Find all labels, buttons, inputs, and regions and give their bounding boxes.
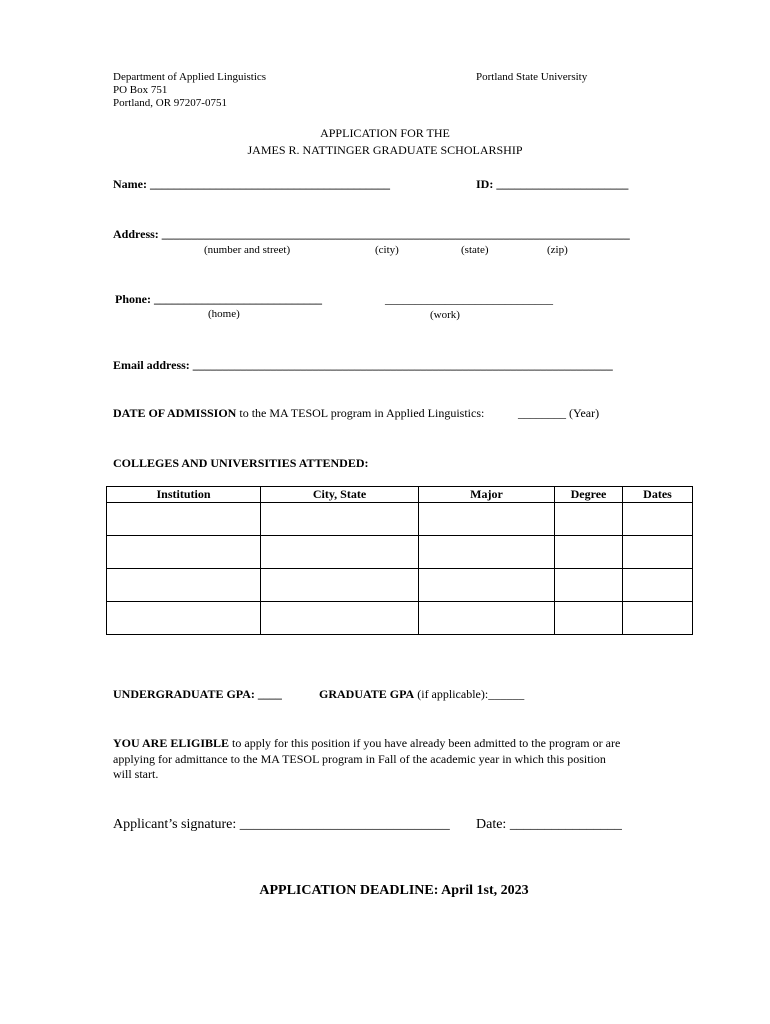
address-field[interactable]: Address: ______________________________________________________________________________ xyxy=(113,227,630,241)
table-cell-institution[interactable] xyxy=(107,602,261,635)
colleges-table xyxy=(106,486,693,635)
address-number-street-label: (number and street) xyxy=(204,244,291,256)
address-state-label: (state) xyxy=(461,244,489,256)
table-cell-major[interactable] xyxy=(419,503,555,536)
table-cell-city-state[interactable] xyxy=(261,503,419,536)
eligibility-label: YOU ARE ELIGIBLE xyxy=(113,736,230,750)
grad-gpa-suffix: (if applicable):______ xyxy=(414,687,525,701)
table-row xyxy=(107,569,693,602)
eligibility-text-1: to apply for this position if you have already been admitted to the program or are xyxy=(229,736,621,750)
grad-gpa-label: GRADUATE GPA xyxy=(319,687,415,701)
table-header-row xyxy=(107,487,693,503)
column-header-institution: Institution xyxy=(107,487,261,503)
phone-home-field[interactable]: Phone: ____________________________ xyxy=(115,292,322,306)
table-cell-major[interactable] xyxy=(419,602,555,635)
email-field[interactable]: Email address: ______________________________________________________________________ xyxy=(113,358,613,372)
table-cell-degree[interactable] xyxy=(555,536,623,569)
column-header-dates: Dates xyxy=(623,487,693,503)
phone-home-label: (home) xyxy=(208,308,240,320)
table-row xyxy=(107,536,693,569)
table-cell-major[interactable] xyxy=(419,536,555,569)
table-cell-dates[interactable] xyxy=(623,602,693,635)
table-cell-dates[interactable] xyxy=(623,503,693,536)
admission-line xyxy=(113,406,484,420)
table-cell-city-state[interactable] xyxy=(261,569,419,602)
address-zip-label: (zip) xyxy=(547,244,568,256)
phone-work-label: (work) xyxy=(430,309,460,321)
admission-label: DATE OF ADMISSION xyxy=(113,406,237,420)
column-header-city-state: City, State xyxy=(261,487,419,503)
dept-po-box: PO Box 751 xyxy=(113,84,168,96)
eligibility-line-3: will start. xyxy=(113,767,159,781)
table-cell-major[interactable] xyxy=(419,569,555,602)
address-city-label: (city) xyxy=(375,244,399,256)
table-cell-institution[interactable] xyxy=(107,503,261,536)
column-header-major: Major xyxy=(419,487,555,503)
signature-date-field[interactable]: Date: ________________ xyxy=(476,817,622,832)
table-cell-city-state[interactable] xyxy=(261,602,419,635)
table-cell-institution[interactable] xyxy=(107,536,261,569)
table-cell-degree[interactable] xyxy=(555,503,623,536)
column-header-degree: Degree xyxy=(555,487,623,503)
table-row xyxy=(107,503,693,536)
university-name: Portland State University xyxy=(476,71,588,83)
name-field[interactable]: Name: ________________________________________ xyxy=(113,177,390,191)
grad-gpa-field[interactable] xyxy=(319,687,524,701)
table-cell-dates[interactable] xyxy=(623,569,693,602)
table-row xyxy=(107,602,693,635)
phone-work-field[interactable]: ____________________________ xyxy=(385,292,553,306)
title-line-1: APPLICATION FOR THE xyxy=(320,126,450,140)
table-cell-degree[interactable] xyxy=(555,569,623,602)
undergrad-gpa-field[interactable]: UNDERGRADUATE GPA: ____ xyxy=(113,687,282,701)
application-deadline: APPLICATION DEADLINE: April 1st, 2023 xyxy=(259,883,529,898)
table-cell-institution[interactable] xyxy=(107,569,261,602)
dept-name: Department of Applied Linguistics xyxy=(113,71,267,83)
eligibility-line-2: applying for admittance to the MA TESOL program in Fall of the academic year in which this position xyxy=(113,752,606,766)
table-cell-degree[interactable] xyxy=(555,602,623,635)
id-field[interactable]: ID: ______________________ xyxy=(476,177,629,191)
table-cell-dates[interactable] xyxy=(623,536,693,569)
signature-field[interactable]: Applicant’s signature: ______________________________ xyxy=(113,817,450,832)
eligibility-line-1 xyxy=(113,736,620,750)
dept-city: Portland, OR 97207-0751 xyxy=(113,97,227,109)
colleges-heading: COLLEGES AND UNIVERSITIES ATTENDED: xyxy=(113,456,369,470)
admission-text: to the MA TESOL program in Applied Linguistics: xyxy=(236,406,485,420)
table-cell-city-state[interactable] xyxy=(261,536,419,569)
admission-year-field[interactable]: ________ (Year) xyxy=(518,406,600,420)
title-line-2: JAMES R. NATTINGER GRADUATE SCHOLARSHIP xyxy=(247,143,523,157)
